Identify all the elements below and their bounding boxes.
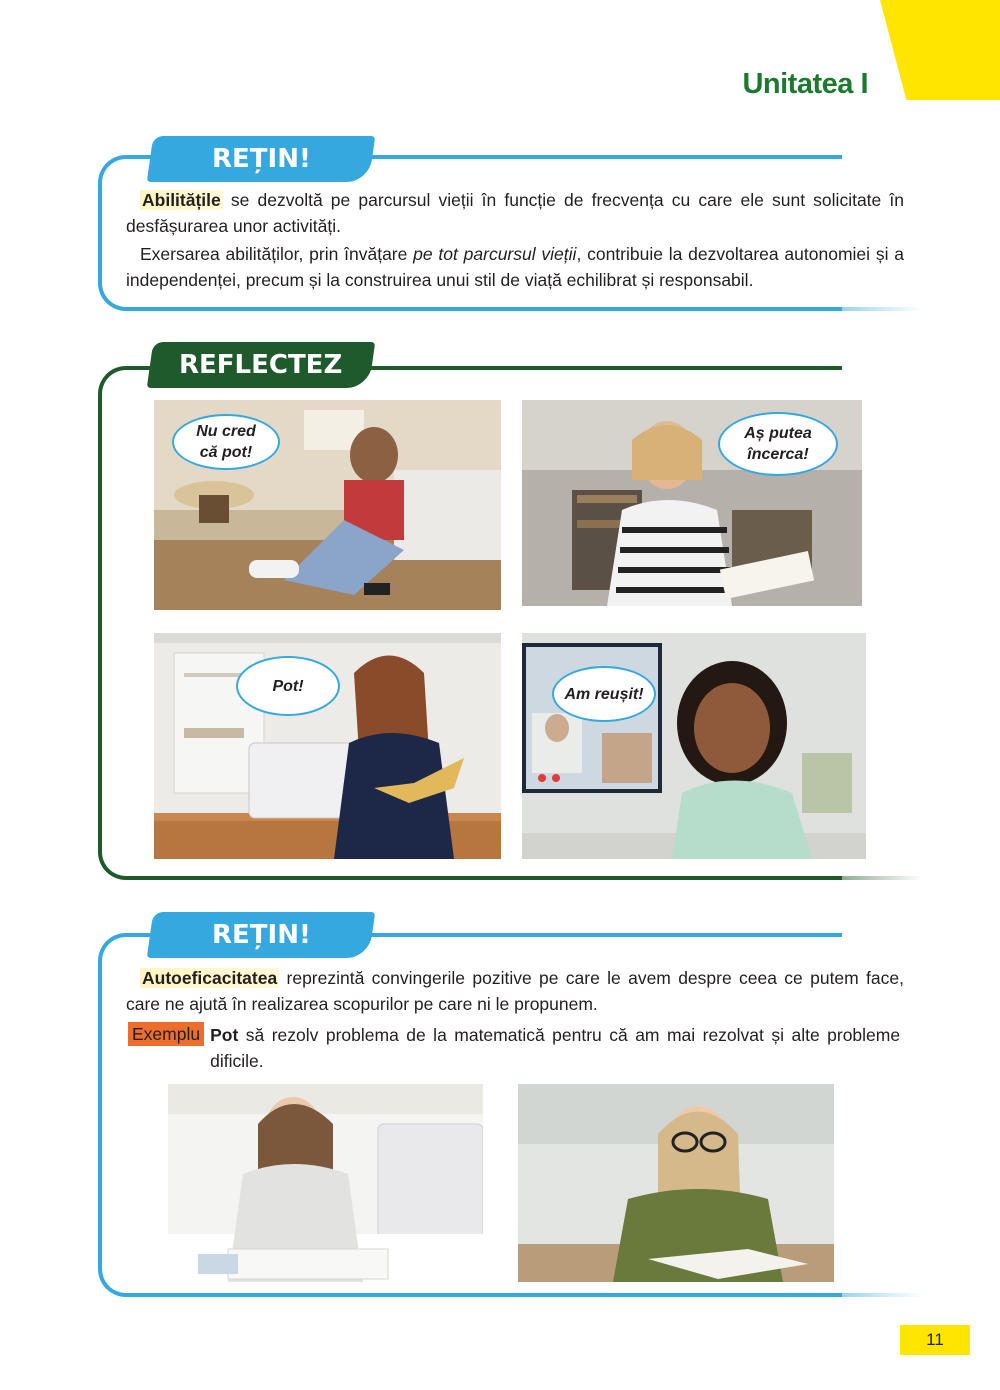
reflectez-heading: REFLECTEZ <box>147 342 375 388</box>
speech-bubble-pot: Pot! <box>236 656 340 716</box>
retin-heading-2: REȚIN! <box>147 912 375 958</box>
abilitati-paragraph: Abilitățile se dezvoltă pe parcursul vieții în funcție de frecvența cu care ele sunt solicitate în desfășurarea unor activități. <box>126 190 904 236</box>
photo-girl-frustrated <box>518 1084 834 1282</box>
term-abilitatile: Abilitățile <box>142 190 221 210</box>
unit-title: Unitatea I <box>742 68 868 100</box>
corner-tab <box>880 0 1000 100</box>
photo-girl-video-call <box>522 633 866 859</box>
speech-bubble-nu-cred: Nu cred că pot! <box>172 414 280 470</box>
autoeficacitatea-paragraph: Autoeficacitatea reprezintă convingerile pozitive pe care le avem despre ceea ce putem face, care ne ajută în realizarea scopurilor pe care ni le propunem. <box>126 968 904 1014</box>
example-block <box>128 1022 906 1074</box>
photo-girl-writing <box>168 1084 483 1282</box>
retin-heading-1: REȚIN! <box>147 136 375 182</box>
exersarea-paragraph: Exersarea abilităților, prin învățare pe tot parcursul vieții, contribuie la dezvoltarea autonomiei și a independenței, precum și la construirea unui stil de viață echilibrat și responsabil. <box>126 244 904 290</box>
example-label: Exemplu <box>128 1022 204 1046</box>
speech-bubble-as-putea: Aș putea încerca! <box>718 412 838 476</box>
speech-bubble-am-reusit: Am reușit! <box>552 666 656 722</box>
page-number: 11 <box>900 1325 970 1355</box>
example-text: Pot să rezolv problema de la matematică pentru că am mai rezolvat și alte probleme dificile. <box>210 1025 901 1071</box>
term-autoeficacitatea: Autoeficacitatea <box>142 968 278 988</box>
